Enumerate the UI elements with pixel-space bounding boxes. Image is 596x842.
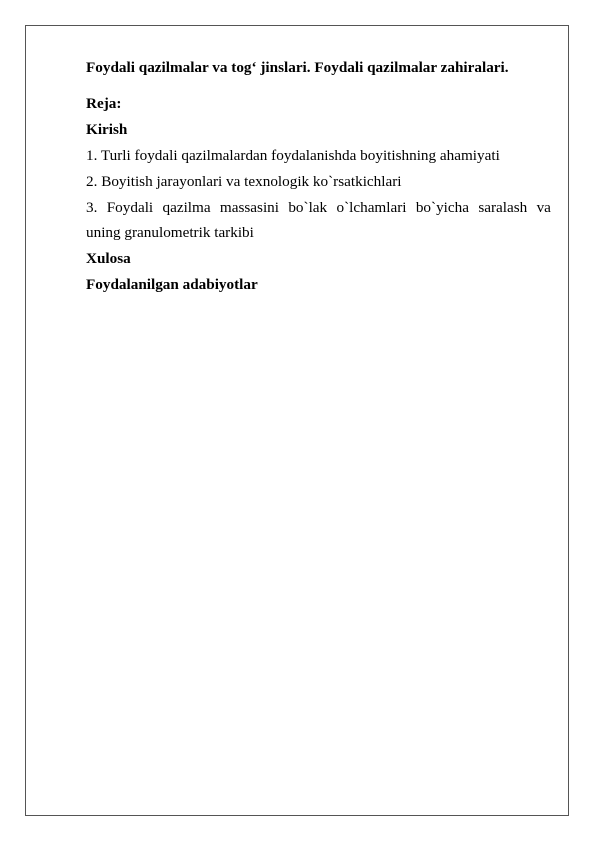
intro-heading: Kirish [86,121,128,138]
plan-item-3-line-1 [86,198,551,218]
plan-item-1: 1. Turli foydali qazilmalardan foydalanishda boyitishning ahamiyati [86,147,500,164]
plan-label: Reja: [86,95,122,112]
conclusion-heading: Xulosa [86,250,131,267]
document-title: Foydali qazilmalar va tog‘ jinslari. Foydali qazilmalar zahiralari. [86,59,509,76]
plan-item-3-word: massasini [219,199,279,216]
plan-item-3-word: Foydali [106,199,154,216]
plan-item-3-word: qazilma [162,199,211,216]
plan-item-3-word: bo`yicha [415,199,469,216]
plan-item-3-word: saralash [478,199,528,216]
plan-item-3-line-2: uning granulometrik tarkibi [86,224,254,241]
plan-item-3-word: bo`lak [288,199,328,216]
plan-item-3-word: va [536,199,551,216]
plan-item-3-word: o`lchamlari [336,199,407,216]
plan-item-3-word: 3. [86,199,98,216]
document-content [86,58,551,295]
plan-item-3 [86,198,551,243]
plan-item-2: 2. Boyitish jarayonlari va texnologik ko`rsatkichlari [86,173,402,190]
references-heading: Foydalanilgan adabiyotlar [86,276,258,293]
